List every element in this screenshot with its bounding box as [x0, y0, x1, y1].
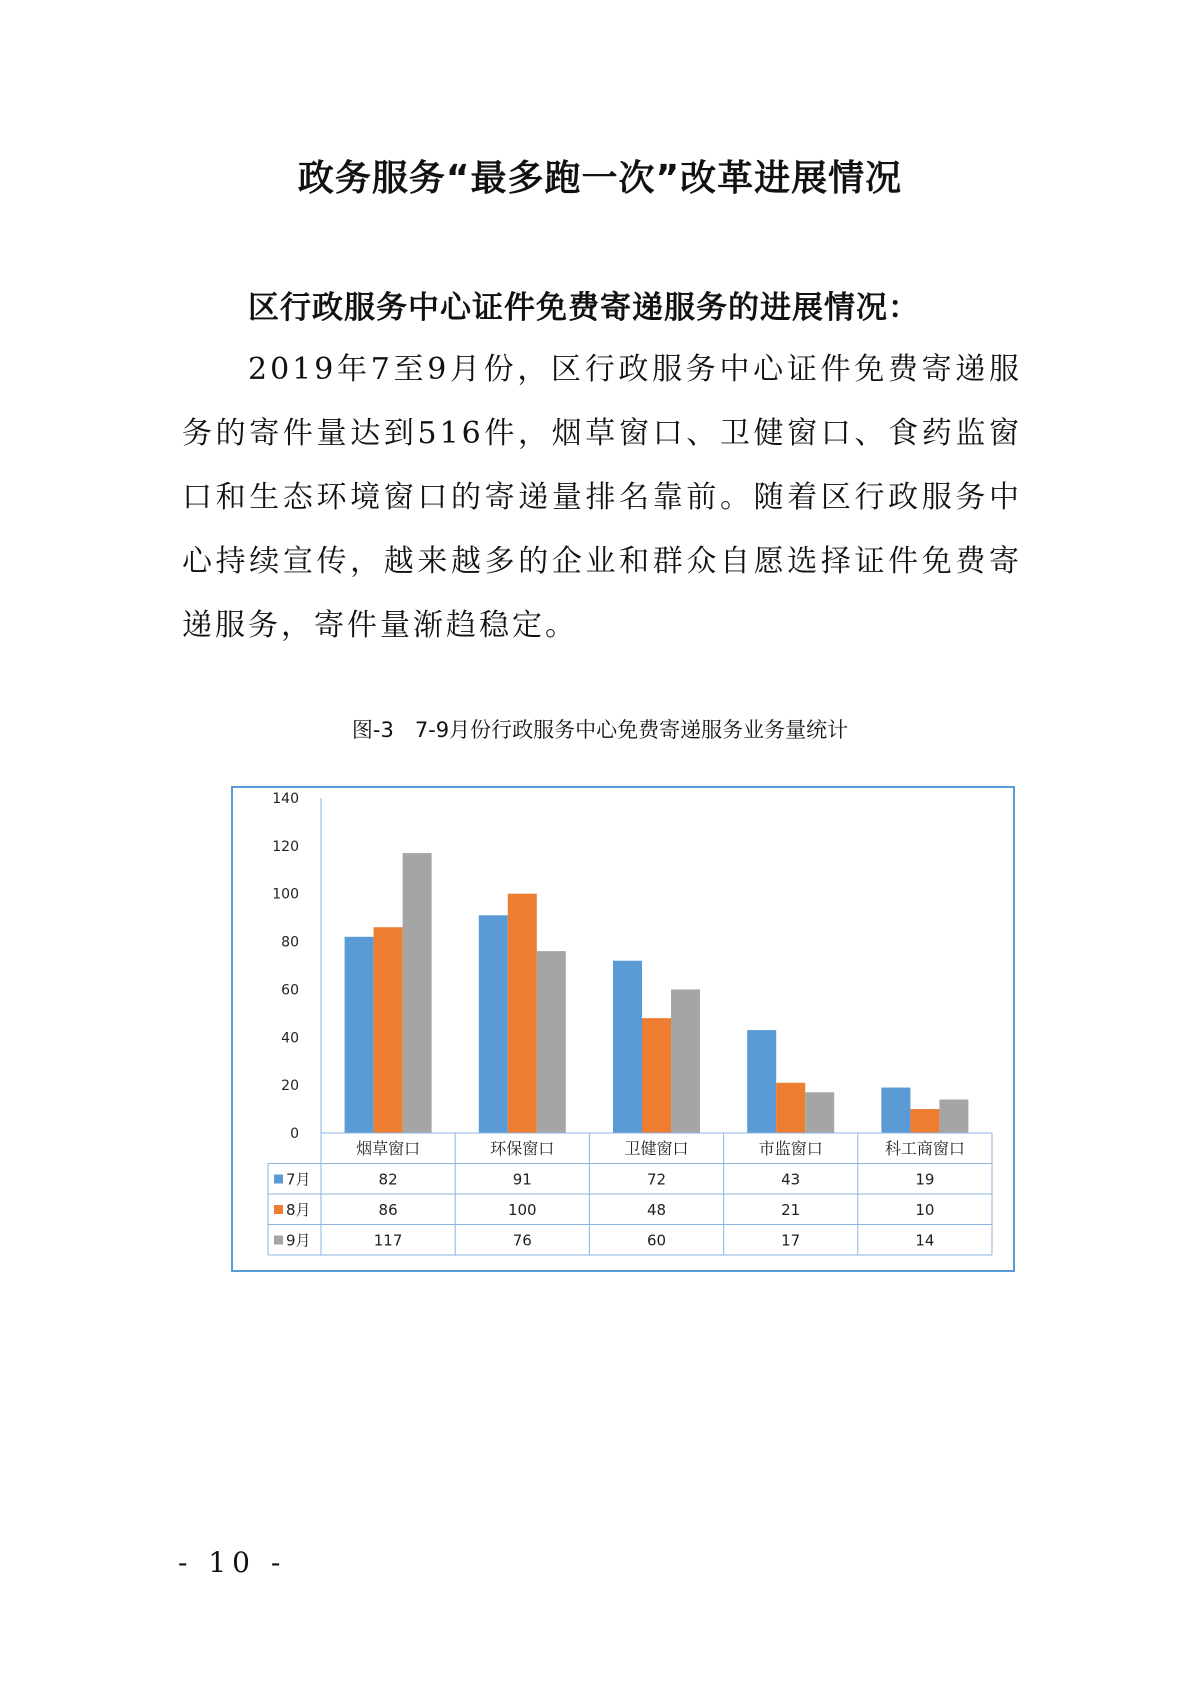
- y-tick-label: 40: [281, 1030, 299, 1047]
- y-tick-label: 60: [281, 982, 299, 999]
- section-heading: 区行政服务中心证件免费寄递服务的进展情况：: [248, 290, 920, 326]
- bar-3-2: [537, 951, 566, 1133]
- bar-2-4: [776, 1083, 805, 1133]
- bar-2-3: [642, 1018, 671, 1133]
- table-value: 19: [915, 1170, 935, 1189]
- category-label: 科工商窗口: [884, 1139, 965, 1158]
- bar-2-2: [508, 894, 537, 1133]
- table-value: 82: [378, 1170, 398, 1189]
- legend-key: [274, 1236, 283, 1245]
- y-tick-label: 120: [272, 838, 299, 855]
- body-paragraph: 2019年7至9月份，区行政服务中心证件免费寄递服务的寄件量达到516件，烟草窗口、卫健窗口、食药监窗口和生态环境窗口的寄递量排名靠前。随着区行政服务中心持续宣传，越来越多的企业和群众自愿选择证件免费寄递服务，寄件量渐趋稳定。: [182, 352, 1022, 643]
- table-value: 17: [781, 1231, 801, 1250]
- bar-1-3: [613, 961, 642, 1133]
- figure-caption: 图-3 7-9月份行政服务中心免费寄递服务业务量统计: [351, 718, 849, 742]
- table-value: 91: [512, 1170, 532, 1189]
- table-value: 117: [373, 1231, 403, 1250]
- bar-3-5: [939, 1100, 968, 1134]
- y-tick-label: 20: [281, 1078, 299, 1095]
- y-tick-label: 100: [272, 886, 299, 903]
- bar-1-2: [479, 915, 508, 1133]
- page-title: 政务服务“最多跑一次”改革进展情况: [297, 158, 903, 199]
- bar-1-5: [881, 1088, 910, 1133]
- page-number: - 10 -: [178, 1546, 287, 1579]
- category-label: 烟草窗口: [356, 1139, 421, 1158]
- category-label: 卫健窗口: [624, 1139, 689, 1158]
- table-value: 100: [507, 1201, 537, 1219]
- legend-key: [274, 1175, 283, 1184]
- table-value: 72: [646, 1170, 667, 1189]
- table-value: 21: [781, 1201, 801, 1219]
- bar-chart: [231, 786, 1015, 1272]
- bar-1-1: [345, 937, 374, 1133]
- category-label: 环保窗口: [490, 1139, 555, 1158]
- category-label: 市监窗口: [758, 1139, 823, 1158]
- y-tick-label: 140: [272, 791, 299, 807]
- bar-2-1: [374, 927, 403, 1133]
- table-value: 86: [378, 1201, 398, 1219]
- table-value: 14: [915, 1231, 935, 1250]
- table-value: 43: [781, 1170, 801, 1189]
- y-tick-label: 80: [281, 934, 299, 951]
- chart-svg: [233, 788, 1013, 1270]
- y-tick-label: 0: [290, 1126, 299, 1142]
- table-value: 76: [512, 1231, 532, 1250]
- table-value: 10: [915, 1201, 935, 1219]
- table-value: 48: [646, 1201, 667, 1219]
- table-value: 60: [646, 1231, 667, 1250]
- bar-1-4: [747, 1030, 776, 1133]
- legend-label: 9月: [286, 1231, 311, 1250]
- legend-label: 7月: [286, 1170, 311, 1189]
- legend-label: 8月: [286, 1201, 311, 1219]
- bar-3-3: [671, 989, 700, 1133]
- legend-key: [274, 1205, 283, 1214]
- bar-3-4: [805, 1092, 834, 1133]
- bar-3-1: [403, 853, 432, 1133]
- bar-2-5: [910, 1109, 939, 1133]
